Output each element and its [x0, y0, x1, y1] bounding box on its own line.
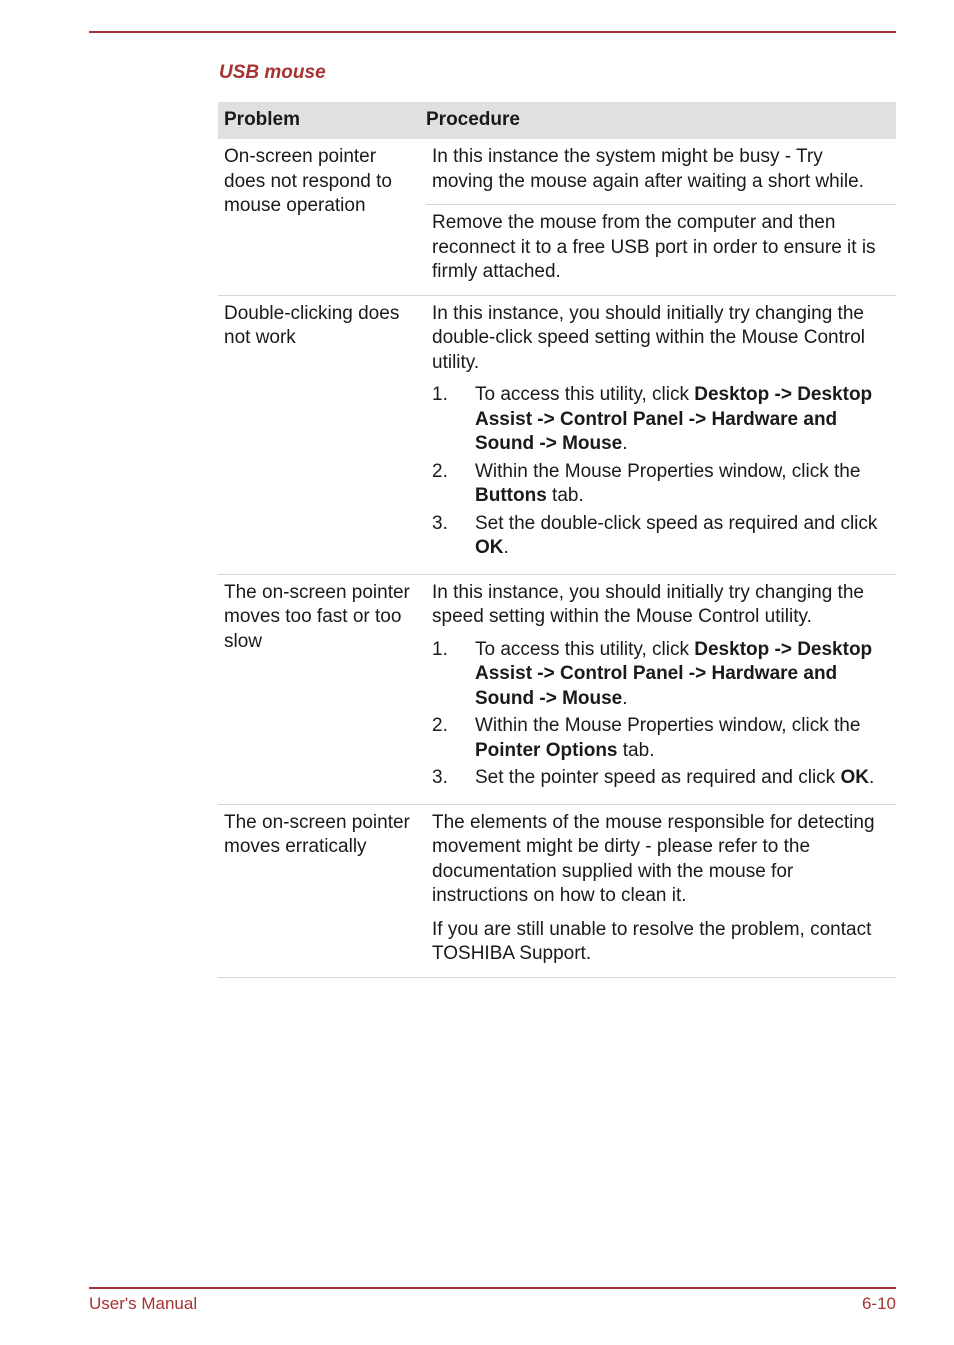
- procedure-block: [426, 296, 896, 574]
- bottom-rule: [89, 1287, 896, 1289]
- step-number: 1.: [432, 384, 448, 405]
- procedure-text: In this instance the system might be busy - Try moving the mouse again after waiting a short while.: [432, 146, 864, 192]
- step-text: Within the Mouse Properties window, click the Pointer Options tab.: [475, 715, 861, 761]
- procedure-block: [426, 575, 896, 804]
- problem-cell: Double-clicking does not work: [224, 302, 400, 348]
- procedure-block: [426, 805, 896, 977]
- step-item: [432, 766, 888, 791]
- procedure-intro: In this instance, you should initially try changing the speed setting within the Mouse Control utility.: [432, 581, 864, 627]
- steps-list: [432, 383, 888, 561]
- step-text: Set the pointer speed as required and click OK.: [475, 767, 875, 788]
- step-number: 3.: [432, 767, 448, 788]
- top-rule: [89, 31, 896, 33]
- problem-cell: The on-screen pointer moves too fast or too slow: [224, 581, 410, 652]
- step-text: To access this utility, click Desktop -> Desktop Assist -> Control Panel -> Hardware and Sound -> Mouse.: [475, 384, 873, 454]
- step-item: [432, 460, 888, 509]
- step-text: Within the Mouse Properties window, click the Buttons tab.: [475, 460, 861, 506]
- header-procedure: Procedure: [426, 109, 520, 131]
- procedure-cell: [422, 805, 896, 977]
- procedure-text: Remove the mouse from the computer and then reconnect it to a free USB port in order to ensure it is firmly attached.: [432, 212, 876, 282]
- table-row: [218, 575, 896, 805]
- footer-manual-title: User's Manual: [89, 1294, 198, 1313]
- footer-page-number: 6-10: [861, 1294, 896, 1313]
- steps-list: [432, 638, 888, 791]
- procedure-block: [426, 139, 896, 204]
- step-number: 1.: [432, 638, 448, 660]
- header-problem: Problem: [224, 109, 301, 131]
- procedure-cell: [422, 139, 896, 295]
- step-text: To access this utility, click Desktop -> Desktop Assist -> Control Panel -> Hardware and Sound -> Mouse.: [475, 638, 873, 709]
- problem-cell: The on-screen pointer moves erratically: [224, 811, 410, 857]
- step-number: 2.: [432, 715, 448, 736]
- step-item: [432, 383, 888, 457]
- troubleshooting-table: [218, 102, 896, 978]
- table-row: [218, 139, 896, 296]
- procedure-text: The elements of the mouse responsible for detecting movement might be dirty - please refer to the documentation supplied with the mouse for instructions on how to clean it.: [432, 811, 875, 906]
- table-row: [218, 296, 896, 575]
- step-item: [432, 638, 888, 712]
- procedure-block: [426, 204, 896, 295]
- step-item: [432, 512, 888, 561]
- table-header: [218, 102, 896, 139]
- procedure-cell: [422, 575, 896, 804]
- problem-cell: On-screen pointer does not respond to mouse operation: [224, 146, 392, 216]
- step-text: Set the double-click speed as required and click OK.: [475, 512, 878, 558]
- table-row: [218, 805, 896, 978]
- step-item: [432, 714, 888, 763]
- section-title: USB mouse: [219, 62, 326, 83]
- procedure-intro: In this instance, you should initially try changing the double-click speed setting within the Mouse Control utility.: [432, 302, 866, 373]
- step-number: 3.: [432, 512, 448, 534]
- procedure-cell: [422, 296, 896, 574]
- step-number: 2.: [432, 460, 448, 482]
- procedure-text: If you are still unable to resolve the problem, contact TOSHIBA Support.: [432, 918, 872, 964]
